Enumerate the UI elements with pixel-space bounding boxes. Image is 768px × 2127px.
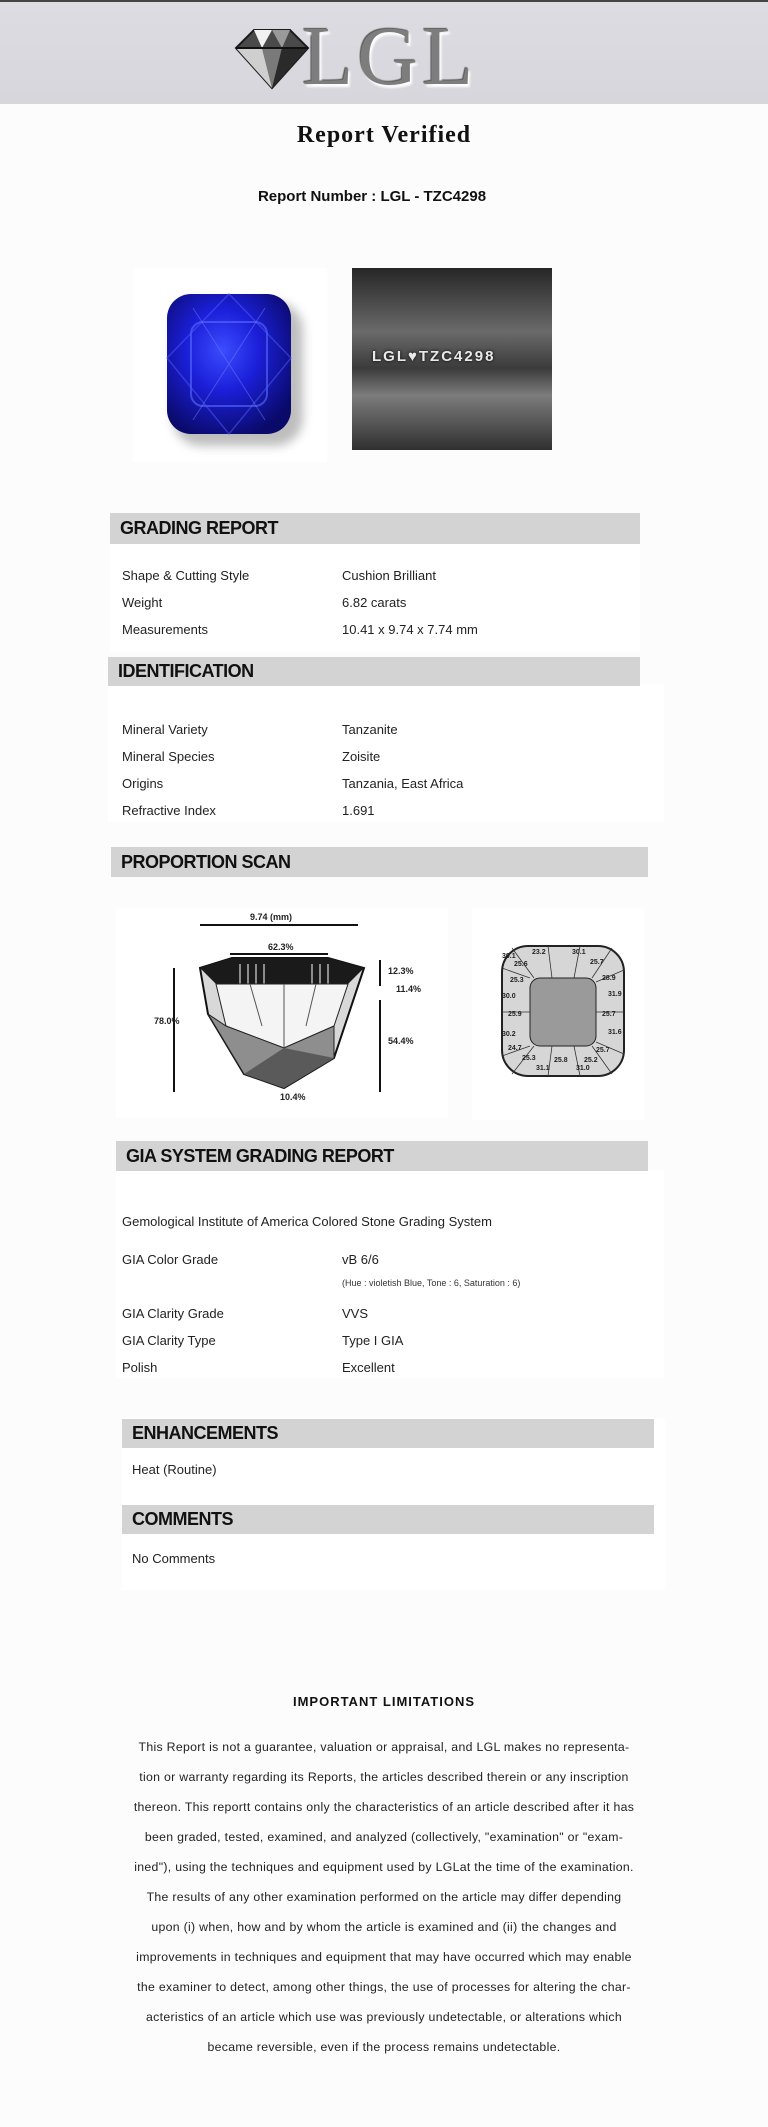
row-label: Mineral Species bbox=[122, 749, 215, 764]
facet-value: 25.9 bbox=[508, 1011, 522, 1018]
row-value: vB 6/6 bbox=[342, 1252, 379, 1267]
row-value: Tanzanite bbox=[342, 722, 398, 737]
facet-value: 30.1 bbox=[572, 949, 586, 956]
gia-heading: GIA SYSTEM GRADING REPORT bbox=[116, 1141, 648, 1171]
enhancements-text: Heat (Routine) bbox=[132, 1462, 217, 1477]
row-value: Cushion Brilliant bbox=[342, 568, 436, 583]
page-title: Report Verified bbox=[296, 122, 472, 148]
inscription-text: LGL♥TZC4298 bbox=[372, 348, 496, 365]
limitations-heading: IMPORTANT LIMITATIONS bbox=[292, 1694, 476, 1709]
limitations-line: improvements in techniques and equipment that may have occurred which may enable bbox=[136, 1950, 632, 1964]
facet-value: 25.7 bbox=[590, 959, 604, 966]
facet-value: 25.3 bbox=[510, 977, 524, 984]
row-label: GIA Clarity Grade bbox=[122, 1306, 224, 1321]
facet-value: 28.9 bbox=[602, 975, 616, 982]
facet-value: 31.0 bbox=[576, 1065, 590, 1072]
row-label: Origins bbox=[122, 776, 164, 791]
width-label: 9.74 (mm) bbox=[250, 912, 293, 922]
facet-value: 31.1 bbox=[536, 1065, 550, 1072]
site-header bbox=[0, 2, 768, 104]
limitations-text bbox=[118, 1732, 650, 2062]
facet-value: 23.2 bbox=[532, 949, 546, 956]
facet-value: 25.3 bbox=[522, 1055, 536, 1062]
row-value: Zoisite bbox=[342, 749, 381, 764]
row-value: Excellent bbox=[342, 1360, 395, 1375]
facet-value: 31.6 bbox=[608, 1029, 622, 1036]
lgl-logo[interactable] bbox=[232, 10, 492, 103]
proportion-side-diagram bbox=[116, 908, 448, 1118]
inscription-photo bbox=[352, 268, 552, 450]
row-value: Type I GIA bbox=[342, 1333, 404, 1348]
row-value: 6.82 carats bbox=[342, 595, 407, 610]
row-label: GIA Color Grade bbox=[122, 1252, 219, 1267]
limitations-line: tion or warranty regarding its Reports, the articles described therein or any inscription bbox=[139, 1770, 629, 1784]
gia-subtitle: Gemological Institute of America Colored Stone Grading System bbox=[122, 1214, 492, 1229]
row-value: Tanzania, East Africa bbox=[342, 776, 464, 791]
limitations-line: been graded, tested, examined, and analyzed (collectively, "examination" or "exam- bbox=[144, 1830, 624, 1844]
limitations-line: thereon. This reportt contains only the characteristics of an article described after it has bbox=[133, 1800, 635, 1814]
limitations-line: The results of any other examination performed on the article may differ depending bbox=[146, 1890, 622, 1904]
report-number: Report Number : LGL - TZC4298 bbox=[257, 188, 487, 205]
row-label: Mineral Variety bbox=[122, 722, 208, 737]
total-depth-label: 78.0% bbox=[154, 1016, 180, 1026]
limitations-line: acteristics of an article which use was previously undetectable, or alterations which bbox=[146, 2010, 622, 2024]
facet-value: 25.8 bbox=[554, 1057, 568, 1064]
proportion-top-diagram bbox=[472, 908, 644, 1120]
row-label: Weight bbox=[122, 595, 163, 610]
row-label: Measurements bbox=[122, 622, 208, 637]
facet-value: 25.7 bbox=[602, 1011, 616, 1018]
limitations-line: the examiner to detect, among other things, the use of processes for altering the char- bbox=[137, 1980, 631, 1994]
proportion-scan-heading: PROPORTION SCAN bbox=[111, 847, 648, 877]
row-label: Shape & Cutting Style bbox=[122, 568, 250, 583]
facet-value: 24.7 bbox=[508, 1045, 522, 1052]
facet-value: 25.6 bbox=[514, 961, 528, 968]
limitations-line: This Report is not a guarantee, valuation or appraisal, and LGL makes no representa- bbox=[138, 1740, 630, 1754]
enhancements-heading: ENHANCEMENTS bbox=[122, 1419, 654, 1448]
color-note: (Hue : violetish Blue, Tone : 6, Saturation : 6) bbox=[342, 1278, 521, 1288]
comments-heading: COMMENTS bbox=[122, 1505, 654, 1534]
facet-value: 25.2 bbox=[584, 1057, 598, 1064]
comments-text: No Comments bbox=[132, 1551, 216, 1566]
facet-value: 31.9 bbox=[608, 991, 622, 998]
facet-value: 30.0 bbox=[502, 993, 516, 1000]
row-label: Polish bbox=[122, 1360, 158, 1375]
crown-label: 12.3% bbox=[388, 966, 414, 976]
limitations-line: became reversible, even if the process remains undetectable. bbox=[207, 2040, 561, 2054]
facet-value: 30.1 bbox=[502, 953, 516, 960]
limitations-line: upon (i) when, how and by whom the article is examined and (ii) the changes and bbox=[151, 1920, 617, 1934]
grading-report-heading: GRADING REPORT bbox=[110, 513, 640, 544]
pavilion-label: 54.4% bbox=[388, 1036, 414, 1046]
table-label: 62.3% bbox=[268, 942, 294, 952]
gemstone-photo bbox=[133, 268, 327, 462]
crown-angle-label: 11.4% bbox=[396, 984, 422, 994]
culet-label: 10.4% bbox=[280, 1092, 306, 1102]
limitations-line: ined"), using the techniques and equipment used by LGLat the time of the examination. bbox=[134, 1860, 634, 1874]
row-label: Refractive Index bbox=[122, 803, 216, 818]
facet-value: 25.7 bbox=[596, 1047, 610, 1054]
logo-text: LGL bbox=[302, 10, 478, 103]
identification-heading: IDENTIFICATION bbox=[108, 657, 640, 686]
row-value: VVS bbox=[342, 1306, 369, 1321]
row-label: GIA Clarity Type bbox=[122, 1333, 216, 1348]
row-value: 1.691 bbox=[342, 803, 375, 818]
row-value: 10.41 x 9.74 x 7.74 mm bbox=[342, 622, 478, 637]
facet-value: 30.2 bbox=[502, 1031, 516, 1038]
